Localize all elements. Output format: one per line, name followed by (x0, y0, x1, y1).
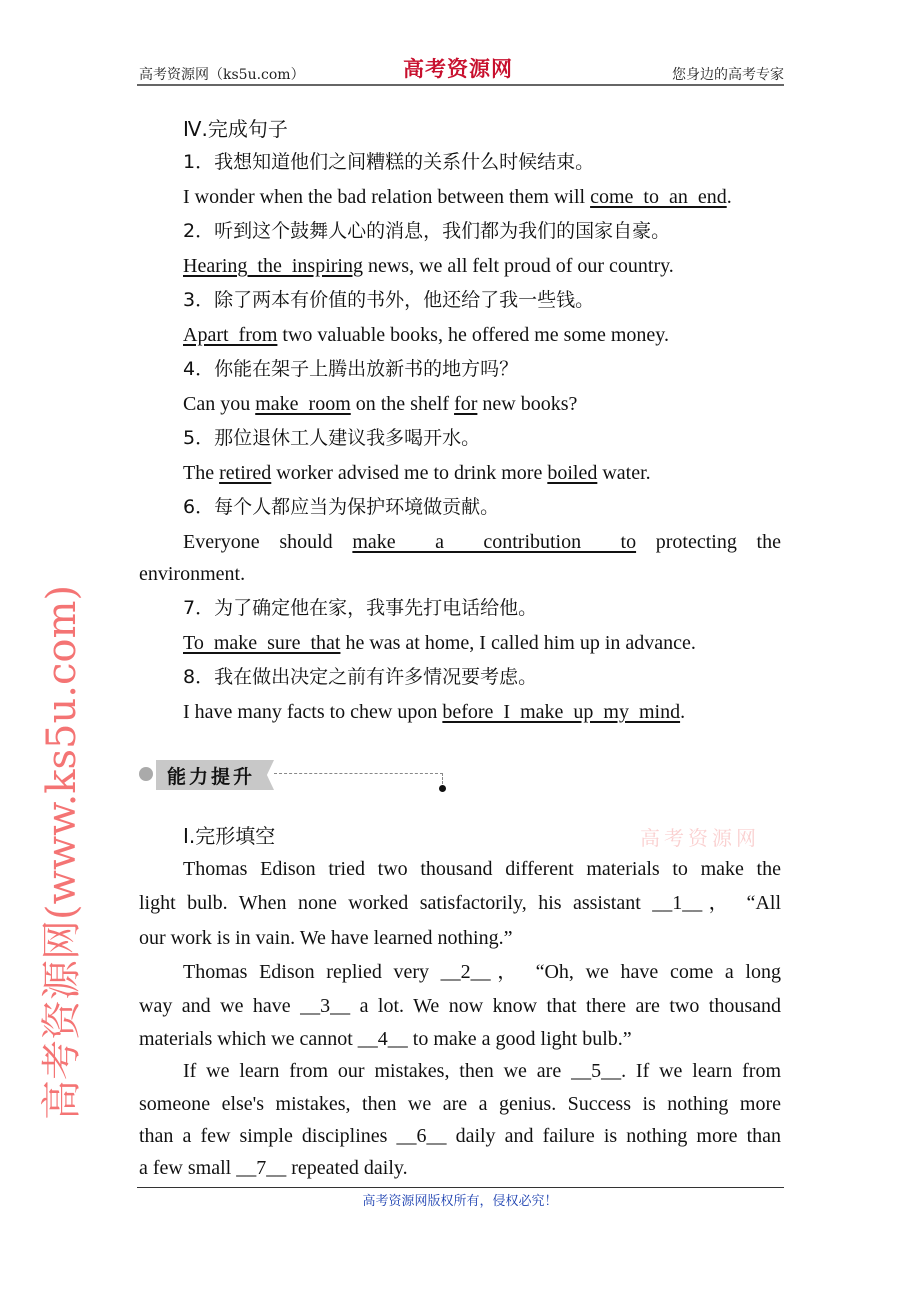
cloze-line: our work is in vain. We have learned nothing.” (139, 927, 513, 949)
watermark: 高考资源网(www.ks5u.com) (39, 585, 85, 1120)
cloze-line: way and we have __3__ a lot. We now know that there are two thousand (139, 995, 781, 1017)
sentence-text: news, we all felt proud of our country. (362, 255, 674, 277)
answer-blank: before I make up my mind (442, 701, 681, 723)
sentence-text: Can you (183, 393, 256, 415)
answer-blank: make room (255, 393, 351, 415)
sentence-text: . (726, 186, 732, 208)
header-divider (137, 84, 784, 86)
banner-bullet-icon (139, 767, 153, 781)
english-answer (183, 461, 651, 485)
header-slogan: 您身边的高考专家 (672, 67, 784, 83)
banner-label: 能力提升 (167, 766, 256, 788)
chinese-prompt: 5．那位退休工人建议我多喝开水。 (183, 427, 481, 449)
cloze-line: materials which we cannot __4__ to make a good light bulb.” (139, 1028, 632, 1050)
chinese-prompt: 3．除了两本有价值的书外，他还给了我一些钱。 (183, 289, 595, 311)
chinese-prompt: 6．每个人都应当为保护环境做贡献。 (183, 496, 500, 518)
sentence-text: I have many facts to chew upon (183, 701, 443, 723)
sentence-text: on the shelf (350, 393, 455, 415)
answer-blank: To make sure that (183, 632, 341, 654)
english-answer (183, 323, 669, 347)
english-answer-continued: environment. (139, 563, 246, 585)
sentence-text: worker advised me to drink more (271, 462, 548, 484)
chinese-prompt: 2．听到这个鼓舞人心的消息，我们都为我们的国家自豪。 (183, 220, 671, 242)
sentence-text: . (680, 701, 686, 723)
cloze-line: Thomas Edison replied very __2__， “Oh, we have come a long (183, 961, 781, 983)
section-1-title: Ⅰ.完形填空 (183, 824, 276, 848)
english-answer (183, 530, 781, 554)
english-answer (183, 185, 732, 209)
answer-blank: come to an end (590, 186, 727, 208)
sentence-text: The (183, 462, 220, 484)
footer-divider (137, 1187, 784, 1188)
english-answer (183, 631, 696, 655)
answer-blank: retired (219, 462, 272, 484)
banner-end-dot (439, 785, 446, 792)
sentence-text: two valuable books, he offered me some money. (277, 324, 669, 346)
english-answer (183, 700, 685, 724)
sentence-text: protecting the (636, 531, 781, 553)
cloze-line: than a few simple disciplines __6__ daily and failure is nothing more than (139, 1125, 781, 1147)
answer-blank: make a contribution to (352, 531, 637, 553)
english-answer (183, 254, 674, 278)
cloze-line: a few small __7__ repeated daily. (139, 1157, 408, 1179)
chinese-prompt: 4．你能在架子上腾出放新书的地方吗？ (183, 358, 519, 380)
sentence-text: Everyone should (183, 531, 353, 553)
chinese-prompt: 1．我想知道他们之间糟糕的关系什么时候结束。 (183, 151, 595, 173)
sentence-text: he was at home, I called him up in advance. (340, 632, 696, 654)
answer-blank: Apart from (183, 324, 278, 346)
footer-copyright: 高考资源网版权所有，侵权必究！ (362, 1194, 558, 1209)
answer-blank: boiled (547, 462, 598, 484)
watermark-faint: 高考资源网 (640, 826, 760, 850)
sentence-text: water. (597, 462, 651, 484)
header-site-name: 高考资源网（ks5u.com） (139, 67, 305, 83)
chinese-prompt: 8．我在做出决定之前有许多情况要考虑。 (183, 666, 538, 688)
cloze-line: Thomas Edison tried two thousand different materials to make the (183, 858, 781, 880)
sentence-text: I wonder when the bad relation between them will (183, 186, 591, 208)
cloze-line: light bulb. When none worked satisfactorily, his assistant __1__， “All (139, 892, 781, 914)
chinese-prompt: 7．为了确定他在家，我事先打电话给他。 (183, 597, 538, 619)
english-answer (183, 392, 577, 416)
banner-dashed-line (274, 773, 443, 784)
answer-blank: Hearing the inspiring (183, 255, 363, 277)
header-logo: 高考资源网 (403, 56, 513, 81)
sentence-text: new books? (477, 393, 578, 415)
section-4-title: Ⅳ.完成句子 (183, 117, 288, 141)
cloze-line: If we learn from our mistakes, then we are __5__. If we learn from (183, 1060, 781, 1082)
cloze-line: someone else's mistakes, then we are a genius. Success is nothing more (139, 1093, 781, 1115)
answer-blank: for (454, 393, 478, 415)
